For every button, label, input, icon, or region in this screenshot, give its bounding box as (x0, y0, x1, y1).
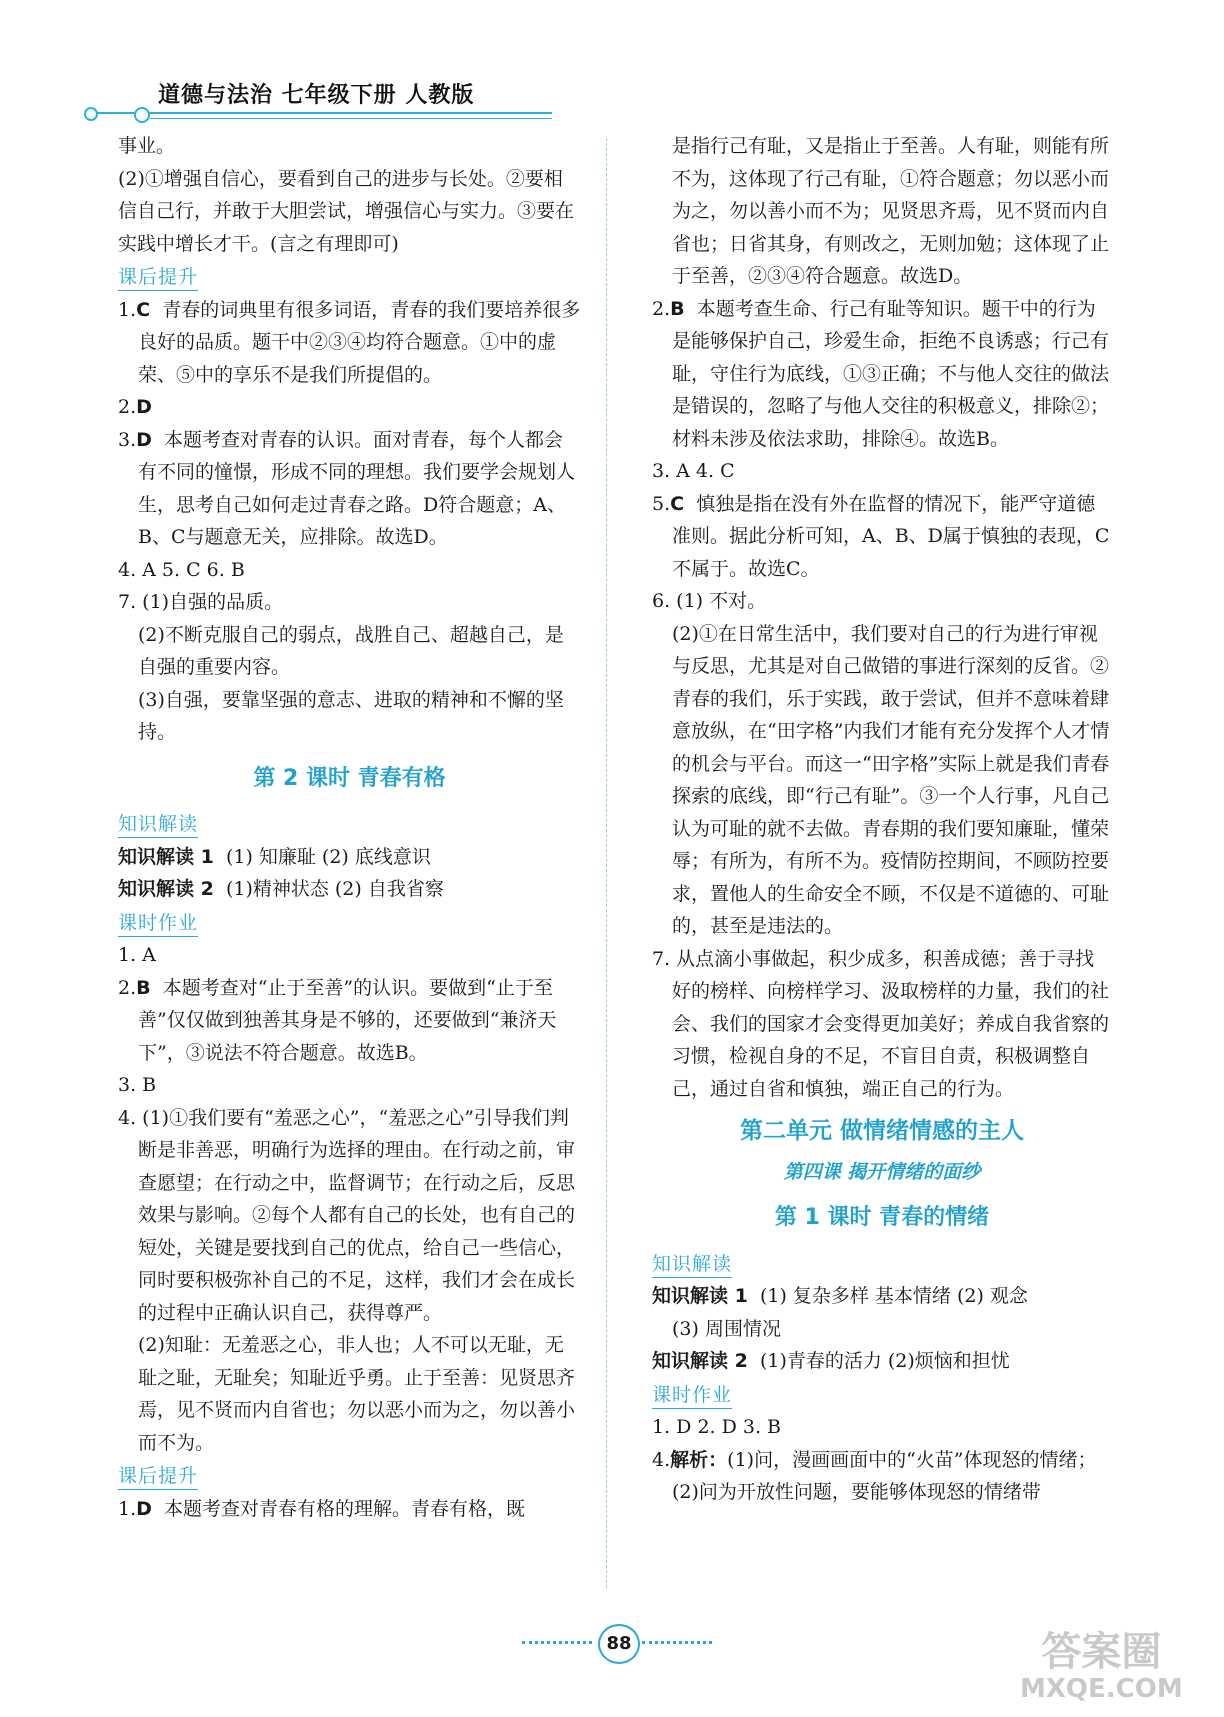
answer-continued: 是指行己有耻，又是指止于至善。人有耻，则能有所不为，这体现了行己有耻，①符合题意；勿以恶小而为之，勿以善小而不为；见贤思齐焉，见不贤而内自省也；日省其身，有则改之，无则加勉；这体现了止于至善，②③④符合题意。故选D。 (672, 135, 1110, 287)
answer-item: 2.B 本题考查对“止于至善”的认识。要做到“止于至善”仅仅做到独善其身是不够的，还要做到“兼济天下”，③说法不符合题意。故选B。 (118, 976, 557, 1064)
column-divider (606, 138, 607, 1588)
answer-item: 2.D (118, 396, 152, 418)
section-tag: 知识解读 (118, 811, 198, 838)
section-tag: 课后提升 (118, 1463, 198, 1490)
answer-item: 3.D 本题考查对青春的认识。面对青春，每个人都会有不同的憧憬，形成不同的理想。我们要学会规划人生，思考自己如何走过青春之路。D符合题意；A、B、C与题意无关，应排除。故选D。 (118, 428, 576, 548)
answer-item: 1.C 青春的词典里有很多词语，青春的我们要培养很多良好的品质。题干中②③④均符合题意。①中的虚荣、⑤中的享乐不是我们所提倡的。 (118, 298, 581, 386)
answer-item: 2.B 本题考查生命、行己有耻等知识。题干中的行为是能够保护自己，珍爱生命，拒绝不良诱惑；行己有耻，守住行为底线，①③正确；不与他人交往的做法是错误的，忽略了与他人交往的积极意义，排除②；材料未涉及依法求助，排除④。故选B。 (652, 297, 1110, 450)
answer-sub: (2)①在日常生活中，我们要对自己的行为进行审视与反思，尤其是对自己做错的事进行深刻的反省。②青春的我们，乐于实践，敢于尝试，但并不意味着肆意放纵，在“田字格”内我们才能有充分发挥个人才情的机会与平台。而这一“田字格”实际上就是我们青春探索的底线，即“行己有耻”。③一个人行事，凡自己认为可耻的就不去做。青春期的我们要知廉耻，懂荣辱；有所为，有所不为。疫情防控期间，不顾防控要求，置他人的生命安全不顾，不仅是不道德的、可耻的，甚至是违法的。 (672, 622, 1110, 937)
answer-item: 1. D 2. D 3. B (652, 1416, 782, 1438)
header-circle-icon (134, 107, 150, 123)
section-tag: 课后提升 (118, 264, 198, 291)
lesson-heading: 第 2 课时 青春有格 (253, 765, 446, 791)
header-circle-icon (84, 107, 98, 121)
answer-item: 4. A 5. C 6. B (118, 558, 245, 581)
answer-item: 4.解析：(1)问，漫画画面中的“火苗”体现怒的情绪；(2)问为开放性问题，要能够体现怒的情绪带 (652, 1448, 1097, 1503)
answer-item: 3. B (118, 1074, 157, 1096)
left-column (118, 130, 581, 1525)
chapter-heading: 第四课 揭开情绪的面纱 (783, 1160, 981, 1183)
knowledge-line: 知识解读 1 (1) 知廉耻 (2) 底线意识 (118, 845, 431, 868)
page-number-dots (522, 1641, 592, 1644)
section-tag: 课时作业 (118, 910, 198, 937)
answer-item: 4. (1)①我们要有“羞恶之心”，“羞恶之心”引导我们判断是非善恶，明确行为选择的理由。在行动之前，审查愿望；在行动之中，监督调节；在行动之后，反思效果与影响。②每个人都有自己的长处，也有自己的短处，关键是要找到自己的优点，给自己一些信心，同时要积极弥补自己的不足，这样，我们才会在成长的过程中正确认识自己，获得尊严。 (118, 1106, 576, 1324)
header-rule-thin (150, 118, 552, 119)
section-tag: 知识解读 (652, 1251, 732, 1278)
answer-sub: (2)不断克服自己的弱点，战胜自己、超越自己，是自强的重要内容。 (138, 623, 564, 678)
watermark-url: MXQE.COM (1020, 1674, 1183, 1704)
page-header-title: 道德与法治 七年级下册 人教版 (158, 83, 475, 108)
answer-item: 1.D 本题考查对青春有格的理解。青春有格，既 (118, 1497, 526, 1520)
answer-item: 6. (1) 不对。 (652, 590, 767, 612)
header-rule (92, 112, 552, 114)
answer-item: 1. A (118, 944, 156, 966)
section-tag: 课时作业 (652, 1382, 732, 1409)
watermark-logo (1020, 1630, 1183, 1704)
page-number: 88 (598, 1624, 640, 1664)
lesson-heading: 第 1 课时 青春的情绪 (774, 1205, 990, 1230)
answer-item: 7. 从点滴小事做起，积少成多，积善成德；善于寻找好的榜样、向榜样学习、汲取榜样的力量，我们的社会、我们的国家才会变得更加美好；养成自我省察的习惯，检视自身的不足，不盲目自责，积极调整自己，通过自省和慎独，端正自己的行为。 (652, 947, 1110, 1100)
knowledge-line: 知识解读 1 (1) 复杂多样 基本情绪 (2) 观念 (652, 1285, 1028, 1307)
answer-item: 5.C 慎独是指在没有外在监督的情况下，能严守道德准则。据此分析可知，A、B、D属于慎独的表现，C不属于。故选C。 (652, 492, 1110, 580)
answer-sub: (2)知耻：无羞恶之心，非人也；人不可以无耻，无耻之耻，无耻矣；知耻近乎勇。止于至善：见贤思齐焉，见不贤而内自省也；勿以恶小而为之，勿以善小而不为。 (138, 1334, 576, 1454)
right-column (652, 130, 1112, 1509)
knowledge-line: (3) 周围情况 (672, 1317, 781, 1340)
text-line: 事业。 (118, 135, 176, 157)
watermark-text: 答案圈 (1041, 1629, 1162, 1675)
unit-heading: 第二单元 做情绪情感的主人 (739, 1118, 1024, 1144)
answer-paragraph: (2)①增强自信心，要看到自己的进步与长处。②要相信自己行，并敢于大胆尝试，增强信心与实力。③要在实践中增长才干。(言之有理即可) (118, 167, 575, 255)
knowledge-line: 知识解读 2 (1)精神状态 (2) 自我省察 (118, 878, 444, 900)
answer-sub: (3)自强，要靠坚强的意志、进取的精神和不懈的坚持。 (138, 688, 564, 743)
knowledge-line: 知识解读 2 (1)青春的活力 (2)烦恼和担忧 (652, 1350, 1010, 1372)
answer-item: 3. A 4. C (652, 460, 735, 482)
answer-item: 7. (1)自强的品质。 (118, 591, 284, 613)
page-number-dots (642, 1641, 712, 1644)
